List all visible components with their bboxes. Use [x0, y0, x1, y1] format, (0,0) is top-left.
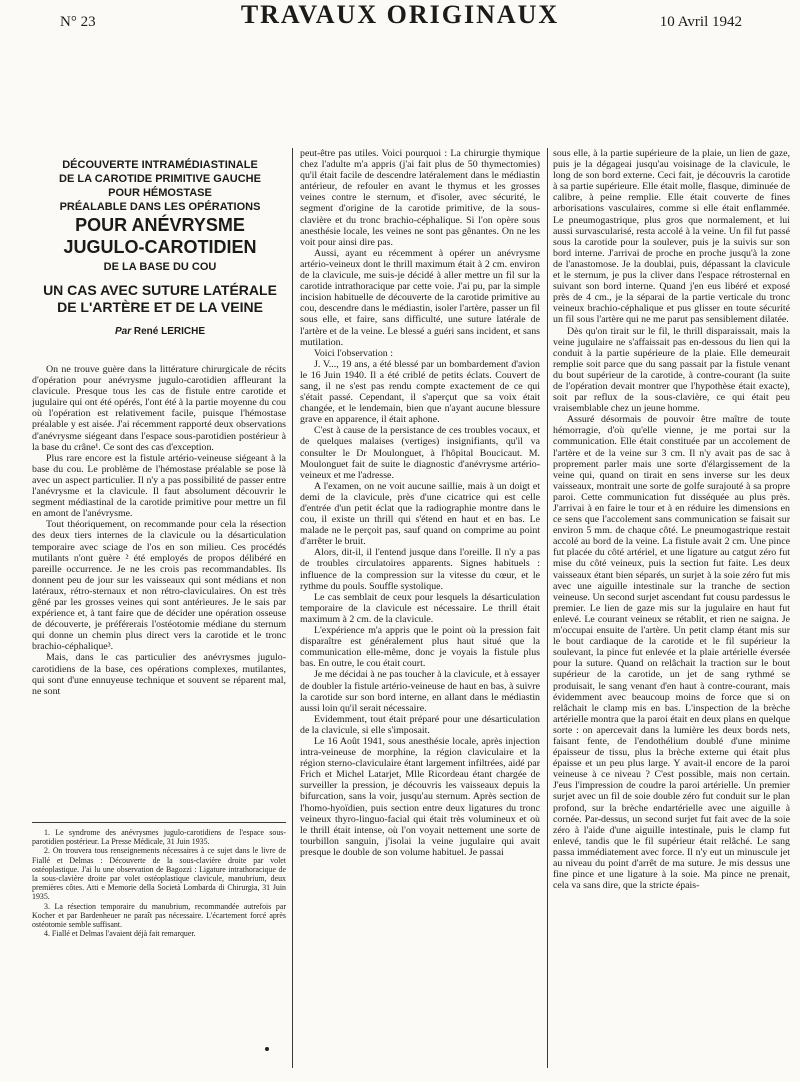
page-title: TRAVAUX ORIGINAUX: [240, 0, 560, 29]
title-big-1: POUR ANÉVRYSME: [75, 215, 245, 235]
col2-paragraph: Evidemment, tout était préparé pour une désarticulation de la clavicule, si elle s'imposait.: [300, 713, 540, 736]
col2-paragraph: C'est à cause de la persistance de ces troubles vocaux, et de quelques malaises (vertiges) insignifiants, qu'il va consulter le Dr Moulonguet, à l'hôpital Boucicaut. M. Moulonguet fait de suite le diagnostic d'anévrysme artério-veineux et me l'adresse.: [300, 425, 540, 481]
subtitle-line-1: UN CAS AVEC SUTURE LATÉRALE: [43, 282, 277, 298]
author-byline: [40, 327, 280, 338]
col2-paragraph: Je me décidai à ne pas toucher à la clavicule, et à essayer de doubler la fistule artério-veineuse de haut en bas, à suivre la carotide sur son bord interne, en allant dans le médiastin aussi loin qu'il serait nécessaire.: [300, 669, 540, 714]
footnote-separator: [32, 822, 286, 823]
column-divider-right: [547, 148, 548, 1068]
title-line-2: DE LA CAROTIDE PRIMITIVE GAUCHE: [59, 173, 261, 185]
col3-paragraph: Dès qu'on tirait sur le fil, le thrill disparaissait, mais la veine jugulaire ne s'affaissait pas en-dessous du lien qui la conduit à la partie supérieure de la plaie. Elle demeurait remplie soit parce que du sang passait par la fistule venant du bout supérieur de la carotide, à contre-courant (la suite de l'opération devait montrer que l'hypothèse était exacte), soit par reflux de la sous-clavière, ce qui était peu vraisemblable chez un jeune homme.: [553, 325, 790, 415]
column-1: [32, 364, 286, 819]
col1-paragraph: Mais, dans le cas particulier des anévrysmes jugulo-carotidiens de la base, ces opérations complexes, mutilantes, qui sont d'une ennuyeuse technique et souvent se réparent mal, ne sont: [32, 652, 286, 697]
col2-paragraph: Le cas semblait de ceux pour lesquels la désarticulation temporaire de la clavicule est nécessaire. Le thrill était maximum à 2 cm. de la clavicule.: [300, 591, 540, 625]
col2-paragraph: Voici l'observation :: [314, 347, 393, 359]
col2-paragraph: A l'examen, on ne voit aucune saillie, mais à un doigt et demi de la clavicule, près d'une cicatrice qui est celle d'entrée d'un petit éclat que la radiographie montre dans le cou, il existe un thrill qui s'étend en haut et en bas. Le malade ne le perçoit pas, sauf quand on comprime au point d'arrêter le bruit.: [300, 480, 540, 548]
col2-paragraph: peut-être pas utiles. Voici pourquoi : La chirurgie thymique chez l'adulte m'a appris (j'ai fait plus de 50 thymectomies) qu'il était facile de descendre latéralement dans le médiastin antérieur, de refouler en avant le thymus et les grosses veines contre le sternum, et d'isoler, avec sécurité, le segment d'origine de la carotide primitive, de la sous-clavière et du tronc brachio-céphalique. Si l'on opère sous anesthésie locale, les veines ne sont pas gênantes. On ne les voit pour ainsi dire pas.: [300, 148, 540, 248]
footnote: 3. La résection temporaire du manubrium, recommandée autrefois par Kocher et par Bardenheuer ne paraît pas nécessaire. L'écartement forcé après ostéotomie semble suffisant.: [32, 901, 286, 930]
title-small: DE LA BASE DU COU: [103, 261, 217, 273]
print-speck: [265, 1047, 269, 1051]
author-prefix: Par: [114, 326, 132, 337]
col1-paragraph: On ne trouve guère dans la littérature chirurgicale de récits d'opération pour anévrysme jugulo-carotidien affleurant la clavicule. Presque tous les cas de fistule entre carotide et jugulaire qui ont été opérés, l'ont été à la partie moyenne du cou où l'opération est relativement facile, puisque l'hémostase préalable y est aisée. J'ai récemment rapporté deux observations d'anévrysme siégeant dans l'espace sous-parotidien postérieur à la base du crâne¹. Ce sont des cas d'exception.: [32, 364, 286, 453]
title-line-3: POUR HÉMOSTASE: [108, 187, 212, 199]
col2-paragraph: Alors, dit-il, il l'entend jusque dans l'oreille. Il n'y a pas de troubles circulatoires apparents. Signes habituels : influence de la compression sur la vitesse du cœur, et le rythme du pouls. Souffle systolique.: [300, 547, 540, 592]
col1-paragraph: Plus rare encore est la fistule artério-veineuse siégeant à la base du cou. Le problème de l'hémostase préalable se pose là avec un aspect particulier. Il n'y a pas possibilité de passer entre l'anévrysme et la clavicule. Il faut absolument découvrir le segment médiastinal de la carotide primitive pour mettre un fil en amont de l'anévrysme.: [32, 452, 286, 520]
footnote: 1. Le syndrome des anévrysmes jugulo-carotidiens de l'espace sous-parotidien postérieur. La Presse Médicale, 31 Juin 1935.: [32, 828, 286, 847]
title-line-1: DÉCOUVERTE INTRAMÉDIASTINALE: [62, 159, 258, 171]
page-header-issue: N° 23: [60, 14, 96, 30]
subtitle-line-2: DE L'ARTÈRE ET DE LA VEINE: [57, 299, 263, 315]
col1-paragraph: Tout théoriquement, on recommande pour cela la résection des deux tiers internes de la clavicule ou la désarticulation temporaire avec sciage de l'os en son milieu. Ces procédés mutilants n'ont guère ² été employés de propos délibéré en pareille occurrence. Je ne les crois pas recommandables. Ils donnent peu de jour sur les vaisseaux qui sont médians et non latéraux, rétro-sternaux et non rétro-claviculaires. On est très gêné par les grosses veines qui sont antérieures. Je le sais par expérience et, à tant faire que de décider une opération osseuse de découverte, je préférerais l'ostéotomie médiane du sternum qui donne un chemin plus direct vers la carotide et le tronc brachio-céphalique³.: [32, 519, 286, 653]
footnote: 4. Fiallé et Delmas l'avaient déjà fait remarquer.: [44, 929, 196, 939]
col2-paragraph: J. V..., 19 ans, a été blessé par un bombardement d'avion le 16 Juin 1940. Il a été criblé de petits éclats. Couvert de sang, il ne s'est pas rendu compte exactement de ce qui s'était passé. Cependant, il s'aperçut que sa voix était changée, et le lendemain, bien que n'ayant aucune blessure grave en apparence, il était aphone.: [300, 358, 540, 426]
col2-paragraph: L'expérience m'a appris que le point où la pression fait disparaître est généralement plus haut situé que la communication elle-même, donc je voyais la fistule plus bas. En outre, le cou était court.: [300, 625, 540, 670]
col3-paragraph: Assuré désormais de pouvoir être maître de toute hémorragie, d'où qu'elle vienne, je me portai sur la communication. Elle était constituée par un accolement de l'artère et de la veine sur 3 cm. Il n'y avait pas de sac à proprement parler mais une sorte d'élargissement de la veine qui, quand on tirait en sens inverse sur les deux vaisseaux, montrait une sorte de golfe surajouté à sa propre paroi. Cette communication fut disséquée au plus près. J'arrivai à en faire le tour et à en réduire les dimensions en ce sens que l'accolement sans communication se faisait sur environ 5 mm. de chaque côté. Le pneumogastrique restait accolé au bord de la veine. La fistule avait 2 cm. Une pince fut placée du côté artériel, et une ligature au catgut zéro fut mise du côté veineux, puis la section fut faite. Les deux vaisseaux étant bien séparés, un surjet à la soie zéro fut mis avec une aiguille intestinale sur la tranche de section veineuse. Un second surjet ascendant fut cousu pardessus le premier. Le lien de gaze mis sur la jugulaire en haut fut enlevé. Le courant veineux se rétablit, et rien ne saigna. Je m'occupai ensuite de l'artère. Un petit clamp étant mis sur le bout cardiaque de la carotide et le fil supérieur la soulevant, la pince fut enlevée et la plaie artérielle éversée pour la suture. Quand on relâchait la traction sur le bout supérieur de la carotide, un jet de sang rythmé se produisait, le sang venant d'en haut à contre-courant, mais évidemment avec beaucoup moins de force que si on relâchait le clamp mis en bas. L'inspection de la brèche artérielle montra que la paroi était en deux plans en quelque sorte : on apercevait dans la lumière les deux bords nets, faisant fente, de l'endothélium doublé d'une minime épaisseur de tissu, plus la brèche externe qui était plus épaisse et un peu plus large. Y avait-il encore de la paroi veineuse à ce niveau ? C'est possible, mais non certain. J'eus l'impression de coudre la paroi artérielle. Un premier surjet avec un fil de soie double zéro fut conduit sur le plan profond, sur la brèche endartérielle avec une aiguille à cornée. Par-dessus, un second surjet fut fait avec de la soie zéro à l'aide d'une aiguille intestinale, puis le clamp fut enlevé, tandis que le fil supérieur était relâché. Le sang passa immédiatement avec force. Il n'y eut un minuscule jet au niveau du point d'arrêt de ma suture. Je mis dessus une fine pince et une ligature à la soie. Ma pince ne prenait, cela va sans dire, que la stricte épais-: [553, 414, 790, 892]
footnotes: [32, 828, 286, 1074]
title-big-2: JUGULO-CAROTIDIEN: [63, 237, 257, 257]
footnote: 2. On trouvera tous renseignements nécessaires à ce sujet dans le livre de Fiallé et Delmas : Découverte de la sous-clavière droite par volet ostéoplastique. J'ai lu une observation de Bagozzi : Ligature intrathoracique de la sous-clavière droite par volet ostéoplastique clavicule, manubrium, deux premières côtes. Atti e Memorie della Società Lombarda di Chirurgia, 31 Juin 1935.: [32, 846, 286, 902]
col3-paragraph: sous elle, à la partie supérieure de la plaie, un lien de gaze, puis je la dégageai jusqu'au voisinage de la clavicule, le long de son bord externe. Ceci fait, je découvris la carotide à sa partie supérieure. Elle était molle, flasque, diminuée de calibre, à peine remplie. Elle était couverte de fines arborisations vasculaires, comme si elle était enflammée. Le pneumogastrique, plus gros que normalement, et lui aussi survascularisé, resta accolé à la veine. Un fil fut passé sous la carotide pour la soulever, puis je la suivis sur son bord interne. J'arrivai de proche en proche jusqu'à la zone de l'anastomose. Je la doublai, puis, dépassant la clavicule et le sternum, je pus la cliver dans l'espace rétrosternal en suivant son bord interne. Quand j'en eus libéré et exposé près de 4 cm., je la séparai de la partie verticale du tronc veineux brachio-céphalique et pus glisser en toute sécurité un fil sous l'artère qui ne me parut pas sensiblement dilatée.: [553, 148, 790, 326]
column-3: [553, 148, 790, 1068]
title-line-4: PRÉALABLE DANS LES OPÉRATIONS: [59, 201, 261, 213]
author-name: René LERICHE: [133, 326, 206, 337]
col2-paragraph: Le 16 Août 1941, sous anesthésie locale, après injection intra-veineuse de morphine, la région claviculaire et la région sterno-claviculaire étant largement infiltrées, aidé par Frich et Michel Latarjet, Mlle Ricordeau étant chargée de surveiller la pression, je découvris les vaisseaux depuis la bifurcation, sans la voir, jusqu'au sternum. Après section de l'homo-hyoïdien, puis section entre deux ligatures du tronc veineux thyro-linguo-facial qui était très volumineux et où le thrill était intense, où l'on voyait nettement une sorte de tourbillon sanguin, j'isolai la veine jugulaire qui avait presque le double de son volume habituel. Je passai: [300, 735, 540, 858]
column-divider-left: [292, 148, 293, 1068]
page-header-date: 10 Avril 1942: [659, 14, 742, 30]
col2-paragraph: Aussi, ayant eu récemment à opérer un anévrysme artério-veineux dont le thrill maximum était à 2 cm. environ de la clavicule, me suis-je décidé à aller mettre un fil sur la carotide intrathoracique par cette voie. J'ai pu, par la simple incision habituelle de découverte de la carotide primitive au cou, descendre dans le médiastin, isoler l'artère, passer un fil sous elle, et faire, sans difficulté, une suture latérale de l'artère et de la veine. Le blessé a guéri sans incident, et sans mutilation.: [300, 247, 540, 348]
column-2: [300, 148, 540, 1068]
